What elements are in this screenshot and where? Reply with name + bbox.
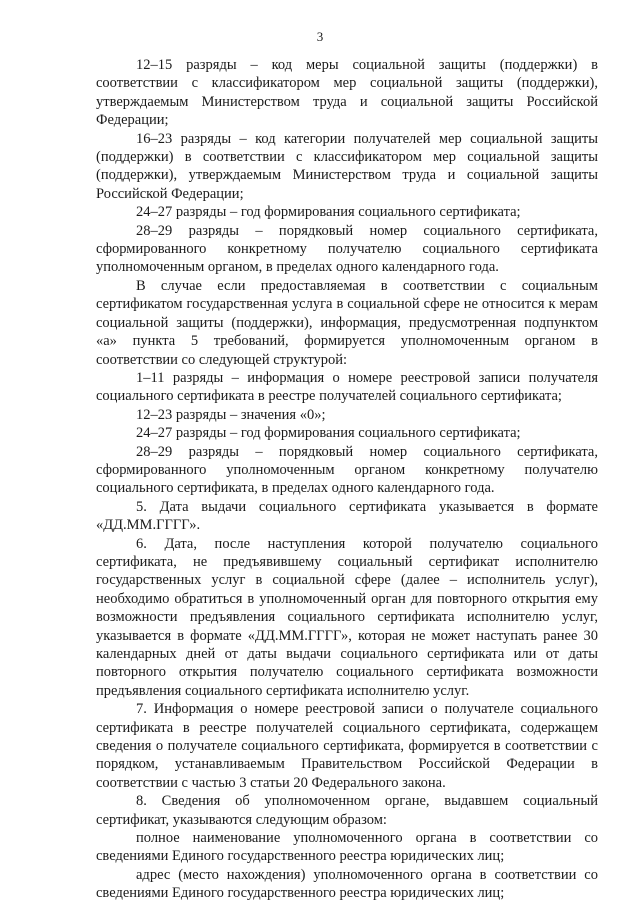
- paragraph: 6. Дата, после наступления которой получателю социального сертификата, не предъявившему социальный сертификат исполнителю государственных услуг в социальной сфере (далее – исполнитель услуг), необходимо обратиться в уполномоченный орган для повторного открытия ему возможности предъявления социального сертификата исполнителю услуг, указывается в формате «ДД.ММ.ГГГГ», которая не может наступать ранее 30 календарных дней от даты выдачи социального сертификата или от даты повторного открытия получателю социального сертификата возможности предъявления социального сертификата исполнителю услуг.: [96, 535, 598, 699]
- paragraph: 16–23 разряды – код категории получателей мер социальной защиты (поддержки) в соответствии с классификатором мер социальной защиты (поддержки), утверждаемым Министерством труда и социальной защиты Российской Федерации;: [96, 130, 598, 202]
- paragraph: 28–29 разряды – порядковый номер социального сертификата, сформированного уполномоченным органом конкретному получателю социального сертификата, в пределах одного календарного года.: [96, 443, 598, 497]
- paragraph: 7. Информация о номере реестровой записи о получателе социального сертификата в реестре получателей социального сертификата, содержащем сведения о получателе социального сертификата, формируется в соответствии с порядком, устанавливаемым Правительством Российской Федерации в соответствии с частью 3 статьи 20 Федерального закона.: [96, 701, 598, 791]
- paragraph: 12–23 разряды – значения «0»;: [136, 406, 326, 423]
- paragraph: 8. Сведения об уполномоченном органе, выдавшем социальный сертификат, указываются следующим образом:: [96, 793, 598, 828]
- paragraph: 1–11 разряды – информация о номере реестровой записи получателя социального сертификата в реестре получателей социального сертификата;: [96, 369, 598, 405]
- paragraph: 24–27 разряды – год формирования социального сертификата;: [136, 425, 521, 442]
- paragraph: адрес (место нахождения) уполномоченного органа в соответствии со сведениями Единого государственного реестра юридических лиц;: [96, 866, 598, 902]
- paragraph: 5. Дата выдачи социального сертификата указывается в формате «ДД.ММ.ГГГГ».: [96, 498, 598, 534]
- paragraph: В случае если предоставляемая в соответствии с социальным сертификатом государственная услуга в социальной сфере не относится к мерам социальной защиты (поддержки), информация, предусмотренная подпунктом «а» пункта 5 требований, формируется уполномоченным органом в соответствии со следующей структурой:: [96, 277, 598, 368]
- page-number: 3: [316, 29, 324, 44]
- paragraph: 28–29 разряды – порядковый номер социального сертификата, сформированного конкретному получателю социального сертификата уполномоченным органом, в пределах одного календарного года.: [96, 222, 598, 276]
- paragraph: 24–27 разряды – год формирования социального сертификата;: [136, 204, 521, 221]
- paragraph: 12–15 разряды – код меры социальной защиты (поддержки) в соответствии с классификатором мер социальной защиты (поддержки), утверждаемым Министерством труда и социальной защиты Российской Федерации;: [96, 57, 598, 129]
- document-body: [96, 56, 598, 903]
- paragraph: полное наименование уполномоченного органа в соответствии со сведениями Единого государственного реестра юридических лиц;: [96, 830, 598, 865]
